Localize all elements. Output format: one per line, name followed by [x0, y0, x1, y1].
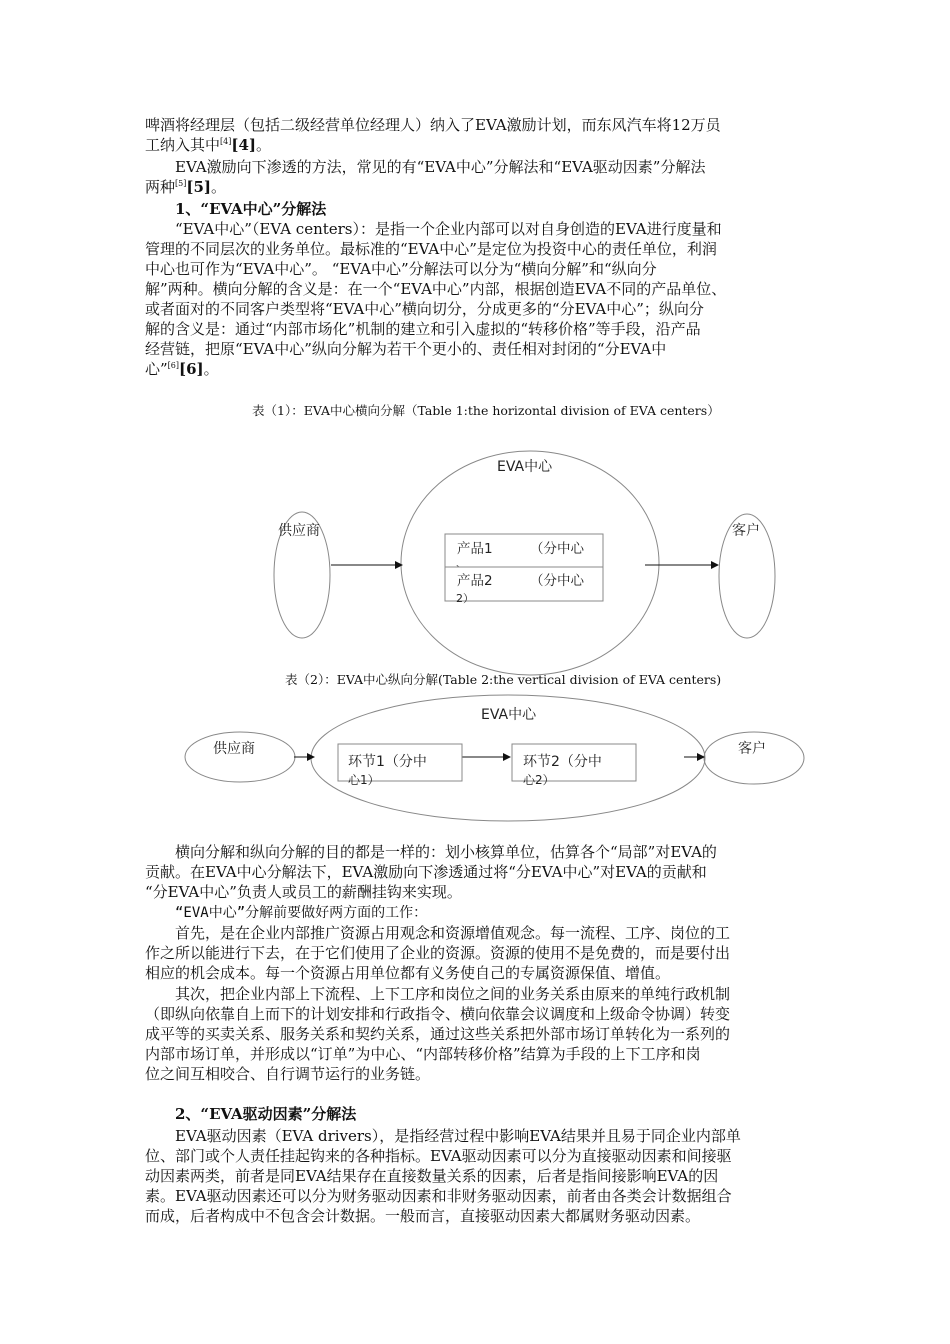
paragraph-6-line-2: 作之所以能进行下去，在于它们使用了企业的资源。资源的使用不是免费的，而是要付出: [145, 944, 731, 962]
paragraph-7-line-4: 内部市场订单，并形成以“订单”为中心、“内部转移价格”结算为手段的上下工序和岗: [145, 1045, 701, 1063]
diagram-2-supplier-label: 供应商: [213, 741, 255, 757]
citation-superscript-6: [6]: [167, 361, 180, 370]
paragraph-5: [145, 903, 810, 923]
paragraph-2-line-2-text: 两种: [145, 178, 176, 196]
paragraph-8: [145, 1126, 810, 1226]
paragraph-6-line-3: 相应的机会成本。每一个资源占用单位都有义务使自己的专属资源保值、增值。: [145, 964, 671, 982]
diagram-2-customer-ellipse: [704, 732, 804, 784]
diagram-2-customer-label: 客户: [738, 741, 766, 757]
paragraph-3-line-8-end: 。: [203, 360, 219, 378]
section-heading-1-text: 1、“EVA中心”分解法: [175, 200, 327, 218]
diagram-1-customer-label: 客户: [732, 523, 760, 539]
diagram-2-box-1-label-b: 心1）: [348, 773, 380, 787]
diagram-1: [274, 451, 775, 675]
paragraph-8-line-5: 而成，后者构成中不包含会计数据。一般而言，直接驱动因素大都属财务驱动因素。: [145, 1207, 701, 1225]
diagram-1-center-label: EVA中心: [497, 459, 553, 475]
citation-superscript-5: [5]: [175, 179, 187, 188]
diagram-1-box-2-label-a: 产品2: [457, 573, 493, 589]
diagram-2-supplier-ellipse: [185, 732, 295, 782]
paragraph-3-line-2: 管理的不同层次的业务单位。最标准的“EVA中心”是定位为投资中心的责任单位，利润: [145, 240, 717, 258]
diagram-1-box-1-label-a: 产品1: [457, 541, 493, 557]
citation-ref-6: [6]: [179, 360, 204, 378]
paragraph-4: [145, 842, 810, 902]
diagram-1-supplier-label: 供应商: [278, 523, 320, 539]
diagram-2-box-2-label-a: 环节2（分中: [523, 754, 602, 770]
diagram-1-box-1-label-c: 、: [456, 559, 466, 570]
diagram-2-caption: 表（2）：EVA中心纵向分解(Table 2:the vertical division of EVA centers): [285, 672, 722, 687]
diagram-2-center-label: EVA中心: [481, 707, 537, 723]
diagram-1-box-2-label-b: （分中心: [530, 573, 584, 589]
paragraph-7-line-5: 位之间互相咬合、自行调节运行的业务链。: [145, 1065, 431, 1083]
diagram-2-box-2-label-b: 心2）: [523, 773, 555, 787]
paragraph-1-line-2-text: 工纳入其中: [145, 136, 221, 154]
diagram-1-box-1-label-b: （分中心: [530, 541, 584, 557]
diagram-1-box-2-label-c: 2）: [456, 592, 474, 605]
citation-ref-5: [5]: [186, 178, 211, 196]
paragraph-4-line-1: 横向分解和纵向分解的目的都是一样的：划小核算单位，估算各个“局部”对EVA的: [175, 843, 717, 861]
paragraph-2-line-2-end: 。: [211, 178, 227, 196]
paragraph-7-line-3: 成平等的买卖关系、服务关系和契约关系，通过这些关系把外部市场订单转化为一系列的: [145, 1025, 731, 1043]
paragraph-7-line-2: （即纵向依靠自上而下的计划安排和行政指令、横向依靠会议调度和上级命令协调）转变: [145, 1005, 731, 1023]
diagram-2: [185, 695, 804, 821]
paragraph-8-line-4: 素。EVA驱动因素还可以分为财务驱动因素和非财务驱动因素，前者由各类会计数据组合: [145, 1187, 732, 1205]
section-heading-2: [145, 1104, 810, 1124]
paragraph-3-line-8-text: 心”: [145, 360, 168, 378]
paragraph-3-line-5: 或者面对的不同客户类型将“EVA中心”横向切分，分成更多的“分EVA中心”；纵向分: [145, 300, 704, 318]
paragraph-4-line-2: 贡献。在EVA中心分解法下，EVA激励向下渗透通过将“分EVA中心”对EVA的贡献和: [145, 863, 707, 881]
paragraph-1-line-2-end: 。: [256, 136, 272, 154]
paragraph-6-line-1: 首先，是在企业内部推广资源占用观念和资源增值观念。每一流程、工序、岗位的工: [175, 924, 731, 942]
paragraph-3-line-6: 解的含义是：通过“内部市场化”机制的建立和引入虚拟的“转移价格”等手段，沿产品: [145, 320, 701, 338]
paragraph-3-line-7: 经营链，把原“EVA中心”纵向分解为若干个更小的、责任相对封闭的“分EVA中: [145, 340, 667, 358]
section-heading-2-text: 2、“EVA驱动因素”分解法: [175, 1105, 357, 1123]
paragraph-8-line-1: EVA驱动因素（EVA drivers），是指经营过程中影响EVA结果并且易于同企业内部单: [175, 1127, 741, 1145]
paragraph-1-line-1: 啤酒将经理层（包括二级经营单位经理人）纳入了EVA激励计划，而东风汽车将12万员: [145, 116, 721, 134]
paragraph-3-line-4: 解”两种。横向分解的含义是：在一个“EVA中心”内部，根据创造EVA不同的产品单位、: [145, 280, 727, 298]
paragraph-7: [145, 984, 810, 1084]
paragraph-8-line-3: 动因素两类，前者是同EVA结果存在直接数量关系的因素，后者是指间接影响EVA的因: [145, 1167, 719, 1185]
paragraph-8-line-2: 位、部门或个人责任挂起钩来的各种指标。EVA驱动因素可以分为直接驱动因素和间接驱: [145, 1147, 732, 1165]
paragraph-4-line-3: “分EVA中心”负责人或员工的薪酬挂钩来实现。: [145, 883, 462, 901]
citation-ref-4: [4]: [231, 136, 256, 154]
paragraph-2-line-1: EVA激励向下渗透的方法，常见的有“EVA中心”分解法和“EVA驱动因素”分解法: [175, 158, 706, 176]
paragraph-3-line-1: “EVA中心”（EVA centers）：是指一个企业内部可以对自身创造的EVA进行度量和: [175, 220, 722, 238]
citation-superscript-4: [4]: [220, 137, 232, 146]
paragraph-5-line-1: “EVA中心”分解前要做好两方面的工作：: [175, 905, 428, 921]
paragraph-3-line-3: 中心也可作为“EVA中心”。 “EVA中心”分解法可以分为“横向分解”和“纵向分: [145, 260, 657, 278]
paragraph-7-line-1: 其次，把企业内部上下流程、上下工序和岗位之间的业务关系由原来的单纯行政机制: [175, 985, 731, 1003]
diagram-1-center-ellipse: [401, 451, 659, 675]
paragraph-6: [145, 923, 810, 983]
diagram-2-box-1-label-a: 环节1（分中: [348, 754, 427, 770]
diagram-1-caption: 表（1）：EVA中心横向分解（Table 1:the horizontal division of EVA centers）: [252, 403, 720, 418]
